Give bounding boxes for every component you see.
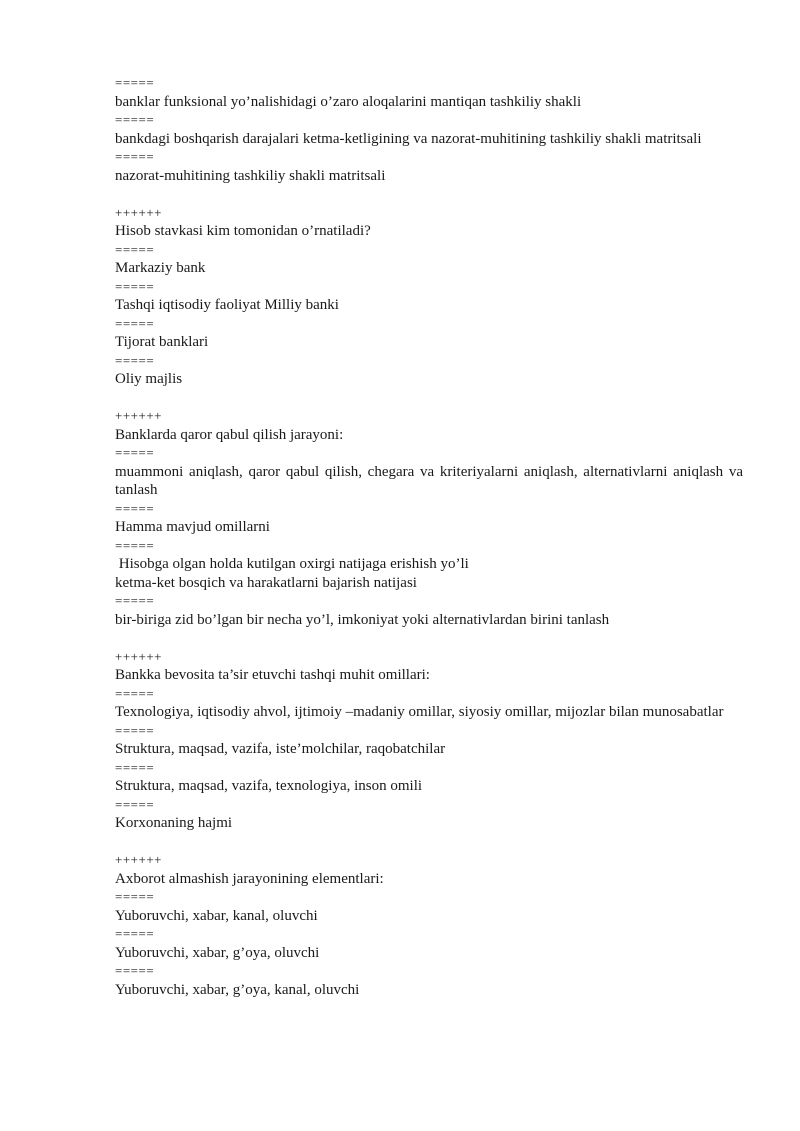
separator: ===== — [115, 112, 155, 127]
answer-option: Markaziy bank — [115, 260, 206, 276]
separator: ===== — [115, 722, 155, 738]
question-separator: ++++++ — [115, 648, 162, 664]
separator: ===== — [115, 926, 155, 941]
spacer — [115, 629, 743, 648]
answer-option: Yuboruvchi, xabar, g’oya, kanal, oluvchi — [115, 981, 360, 998]
separator: ===== — [115, 278, 155, 294]
answer-option: Struktura, maqsad, vazifa, iste’molchilar, raqobatchilar — [115, 741, 446, 757]
separator: ===== — [115, 149, 155, 164]
question-text: Banklarda qaror qabul qilish jarayoni: — [115, 426, 344, 443]
answer-option: Yuboruvchi, xabar, g’oya, oluvchi — [115, 944, 320, 961]
answer-option: Texnologiya, iqtisodiy ahvol, ijtimoiy –madaniy omillar, siyosiy omillar, mijozlar bilan munosabatlar — [115, 704, 724, 720]
question-text: Axborot almashish jarayonining elementlari: — [115, 870, 384, 887]
answer-option: banklar funksional yo’nalishidagi o’zaro aloqalarini mantiqan tashkiliy shakli — [115, 93, 582, 110]
question-separator: ++++++ — [115, 408, 162, 423]
document-page — [115, 74, 747, 999]
answer-option: bir-biriga zid bo’lgan bir necha yo’l, imkoniyat yoki alternativlardan birini tanlash — [115, 611, 610, 628]
separator: ===== — [115, 500, 155, 516]
answer-option: Hisobga olgan holda kutilgan oxirgi natijaga erishish yo’li ketma-ket bosqich va harakatlarni bajarish natijasi — [115, 556, 469, 591]
separator: ===== — [115, 75, 155, 90]
separator: ===== — [115, 889, 155, 904]
separator: ===== — [115, 593, 155, 608]
question-separator: ++++++ — [115, 852, 162, 867]
separator: ===== — [115, 537, 155, 553]
separator: ===== — [115, 352, 155, 368]
answer-option: Tashqi iqtisodiy faoliyat Milliy banki — [115, 297, 339, 313]
answer-option: Yuboruvchi, xabar, kanal, oluvchi — [115, 907, 318, 924]
answer-option: Oliy majlis — [115, 371, 183, 387]
answer-option: Hamma mavjud omillarni — [115, 519, 270, 535]
spacer — [115, 833, 743, 852]
separator: ===== — [115, 445, 155, 460]
question-text: Hisob stavkasi kim tomonidan o’rnatiladi? — [115, 223, 371, 239]
answer-option: Tijorat banklari — [115, 334, 209, 350]
answer-option: Struktura, maqsad, vazifa, texnologiya, inson omili — [115, 778, 423, 794]
separator: ===== — [115, 759, 155, 775]
spacer — [115, 389, 743, 408]
separator: ===== — [115, 241, 155, 257]
separator: ===== — [115, 315, 155, 331]
answer-option: bankdagi boshqarish darajalari ketma-ketligining va nazorat-muhitining tashkiliy shakli matritsali — [115, 130, 702, 147]
answer-option: nazorat-muhitining tashkiliy shakli matritsali — [115, 167, 386, 184]
spacer — [115, 185, 743, 204]
separator: ===== — [115, 685, 155, 701]
answer-option: Korxonaning hajmi — [115, 815, 233, 831]
separator: ===== — [115, 796, 155, 812]
answer-option: muammoni aniqlash, qaror qabul qilish, chegara va kriteriyalarni aniqlash, alternativlarni aniqlash va tanlash — [115, 463, 747, 498]
separator: ===== — [115, 963, 155, 978]
question-text: Bankka bevosita ta’sir etuvchi tashqi muhit omillari: — [115, 667, 430, 683]
question-separator: ++++++ — [115, 204, 162, 220]
